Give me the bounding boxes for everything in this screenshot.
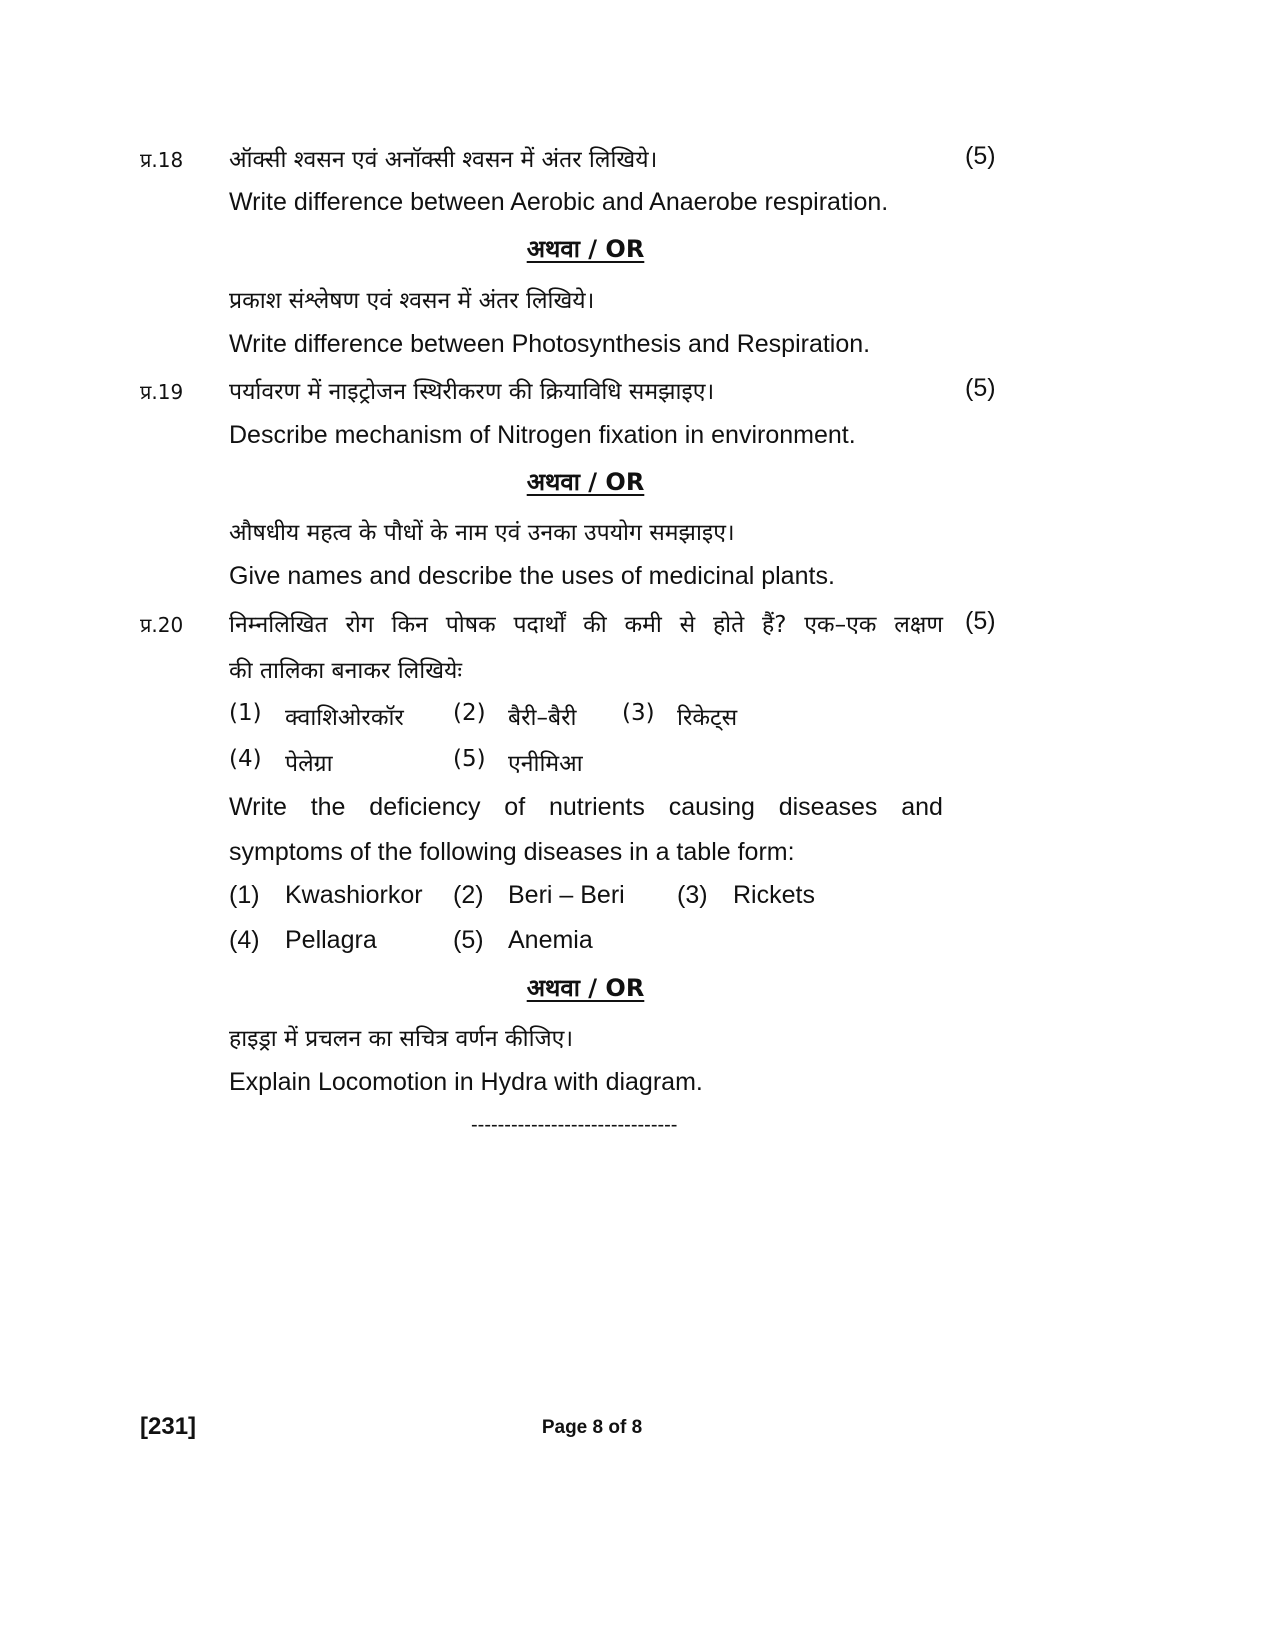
question-20-hindi-line1: निम्नलिखित रोग किन पोषक पदार्थों की कमी से होते हैं? एक–एक लक्षण xyxy=(229,612,943,638)
question-18-alt-english: Write difference between Photosynthesis and Respiration. xyxy=(229,330,871,358)
question-20-english-line2: symptoms of the following diseases in a table form: xyxy=(229,838,795,866)
or-separator-18: अथवा / OR xyxy=(526,235,645,263)
page-number: Page 8 of 8 xyxy=(541,1417,643,1438)
question-20-alt-hindi: हाइड्रा में प्रचलन का सचित्र वर्णन कीजिए। xyxy=(229,1026,574,1052)
question-18-hindi: ऑक्सी श्वसन एवं अनॉक्सी श्वसन में अंतर लिखिये। xyxy=(229,147,658,173)
question-number-19: प्र.19 xyxy=(140,380,184,404)
question-number-18: प्र.18 xyxy=(140,148,184,172)
hindi-item-1-number: (1) xyxy=(229,700,262,726)
english-item-2: Beri – Beri xyxy=(508,881,625,909)
question-20-hindi-line2: की तालिका बनाकर लिखियेः xyxy=(229,658,463,684)
english-item-4: Pellagra xyxy=(285,926,377,954)
english-item-4-number: (4) xyxy=(229,926,260,954)
english-item-3-number: (3) xyxy=(677,881,708,909)
english-item-1: Kwashiorkor xyxy=(285,881,423,909)
question-19-alt-english: Give names and describe the uses of medicinal plants. xyxy=(229,562,835,590)
hindi-item-1: क्वाशिओरकॉर xyxy=(285,705,404,731)
question-20-marks: (5) xyxy=(965,607,996,635)
english-item-5: Anemia xyxy=(508,926,593,954)
english-item-1-number: (1) xyxy=(229,881,260,909)
question-18-alt-hindi: प्रकाश संश्लेषण एवं श्वसन में अंतर लिखिये। xyxy=(229,288,595,314)
question-20-alt-english: Explain Locomotion in Hydra with diagram. xyxy=(229,1068,703,1096)
paper-code: [231] xyxy=(140,1413,197,1440)
hindi-item-4-number: (4) xyxy=(229,746,262,772)
hindi-item-2-number: (2) xyxy=(453,700,486,726)
end-of-paper-line: ------------------------------- xyxy=(471,1114,678,1136)
question-19-hindi: पर्यावरण में नाइट्रोजन स्थिरीकरण की क्रियाविधि समझाइए। xyxy=(229,379,715,405)
question-20-english-line1: Write the deficiency of nutrients causing diseases and xyxy=(229,793,943,821)
english-item-3: Rickets xyxy=(733,881,815,909)
or-separator-19: अथवा / OR xyxy=(526,468,645,496)
question-18-marks: (5) xyxy=(965,142,996,170)
hindi-item-3: रिकेट्स xyxy=(677,705,738,731)
question-number-20: प्र.20 xyxy=(140,613,184,637)
question-18-english: Write difference between Aerobic and Anaerobe respiration. xyxy=(229,188,889,216)
or-separator-20: अथवा / OR xyxy=(526,974,645,1002)
hindi-item-3-number: (3) xyxy=(622,700,655,726)
question-19-english: Describe mechanism of Nitrogen fixation in environment. xyxy=(229,421,856,449)
english-item-2-number: (2) xyxy=(453,881,484,909)
english-item-5-number: (5) xyxy=(453,926,484,954)
hindi-item-2: बैरी–बैरी xyxy=(508,705,577,731)
question-19-alt-hindi: औषधीय महत्व के पौधों के नाम एवं उनका उपयोग समझाइए। xyxy=(229,520,735,546)
hindi-item-5: एनीमिआ xyxy=(508,751,583,777)
hindi-item-4: पेलेग्रा xyxy=(285,751,333,777)
question-19-marks: (5) xyxy=(965,374,996,402)
hindi-item-5-number: (5) xyxy=(453,746,486,772)
